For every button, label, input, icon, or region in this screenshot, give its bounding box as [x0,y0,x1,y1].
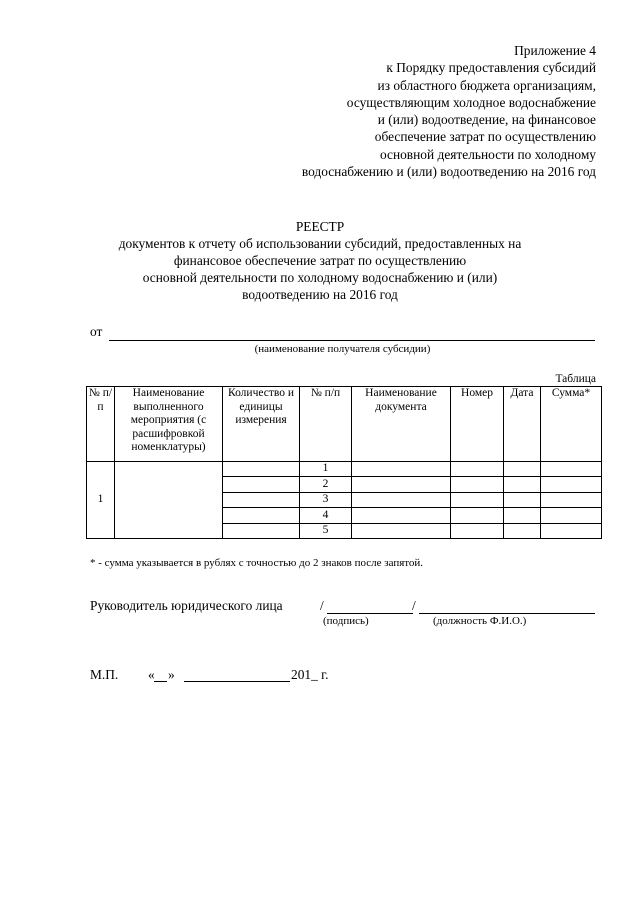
quantity-cell[interactable] [223,462,300,477]
recipient-underline[interactable] [109,340,595,341]
name-field[interactable] [419,613,595,614]
recipient-caption: (наименование получателя субсидии) [254,343,431,355]
stamp-date-line [90,667,450,687]
day-field[interactable] [154,681,167,682]
quantity-cell[interactable] [223,508,300,523]
document-title [70,218,570,303]
signature-slash: / [412,598,416,613]
title-line: финансовое обеспечение затрат по осуществлению [173,253,467,268]
header-cell: Наименование документа [352,387,451,462]
date-cell[interactable] [504,508,541,523]
date-cell[interactable] [504,492,541,507]
quantity-cell[interactable] [223,523,300,538]
sum-cell[interactable] [541,492,602,507]
doc-name-cell[interactable] [352,492,451,507]
signature-slash: / [320,598,324,613]
title-line: водоотведению на 2016 год [242,287,398,302]
table-caption: Таблица [555,373,596,385]
recipient-field[interactable] [90,324,595,342]
doc-name-cell[interactable] [352,462,451,477]
sum-cell[interactable] [541,508,602,523]
appendix-line: и (или) водоотведение, на финансовое [377,112,596,128]
date-cell[interactable] [504,477,541,492]
sum-cell[interactable] [541,523,602,538]
quantity-cell[interactable] [223,492,300,507]
number-cell[interactable] [451,462,504,477]
doc-name-cell[interactable] [352,523,451,538]
header-cell: Дата [504,387,541,462]
header-cell: Номер [451,387,504,462]
header-cell: Количество и единицы измерения [223,387,300,462]
number-cell[interactable] [451,508,504,523]
signature-label: Руководитель юридического лица [90,598,283,613]
appendix-line: Приложение 4 [514,43,596,58]
open-quote: « [148,667,155,682]
group-number-cell: 1 [87,462,115,539]
close-quote: » [168,667,175,682]
doc-number-cell: 4 [300,508,352,523]
name-caption: (должность Ф.И.О.) [433,615,527,627]
appendix-line: водоснабжению и (или) водоотведению на 2016 год [301,164,596,180]
activity-cell[interactable] [115,462,223,539]
registry-table [86,386,602,539]
title-line: основной деятельности по холодному водоснабжению и (или) [142,270,498,285]
appendix-line: из областного бюджета организациям, [377,77,596,93]
appendix-line: обеспечение затрат по осуществлению [374,129,596,145]
doc-number-cell: 3 [300,492,352,507]
table-row [87,462,602,477]
title-heading: РЕЕСТР [295,219,345,234]
header-cell: Сумма* [541,387,602,462]
date-cell[interactable] [504,462,541,477]
signature-field[interactable] [327,613,413,614]
sum-cell[interactable] [541,462,602,477]
doc-number-cell: 2 [300,477,352,492]
sum-cell[interactable] [541,477,602,492]
number-cell[interactable] [451,477,504,492]
header-cell: № п/п [87,387,115,462]
footnote: * - сумма указывается в рублях с точностью до 2 знаков после запятой. [90,557,424,569]
doc-name-cell[interactable] [352,477,451,492]
month-field[interactable] [184,681,290,682]
appendix-line: основной деятельности по холодному [379,146,596,162]
stamp-label: М.П. [90,667,119,682]
signature-caption: (подпись) [323,615,369,627]
appendix-note [302,42,596,180]
header-cell: № п/п [300,387,352,462]
year-text: 201_ г. [291,667,329,682]
table-header-row [87,387,602,462]
title-line: документов к отчету об использовании субсидий, предоставленных на [118,236,522,251]
number-cell[interactable] [451,492,504,507]
doc-number-cell: 5 [300,523,352,538]
header-cell: Наименование выполненного мероприятия (с расшифровкой номенклатуры) [115,387,223,462]
quantity-cell[interactable] [223,477,300,492]
doc-number-cell: 1 [300,462,352,477]
doc-name-cell[interactable] [352,508,451,523]
recipient-prefix: от [90,324,103,339]
appendix-line: к Порядку предоставления субсидий [386,60,596,76]
number-cell[interactable] [451,523,504,538]
date-cell[interactable] [504,523,541,538]
appendix-line: осуществляющим холодное водоснабжение [346,94,596,110]
